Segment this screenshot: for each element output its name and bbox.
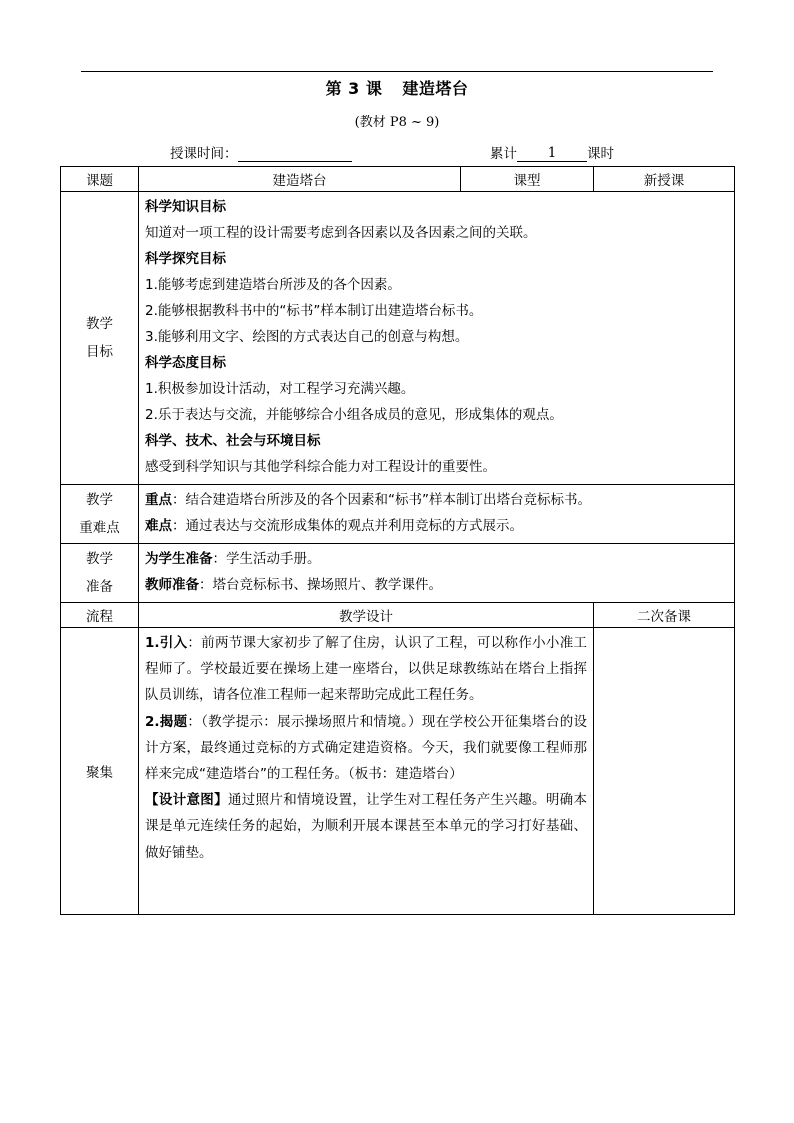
topic-value: 建造塔台: [139, 167, 461, 192]
goals-label-line-2: 目标: [86, 344, 113, 360]
teaching-time-label: 授课时间：: [170, 146, 238, 162]
cumulative-value: 1: [517, 146, 587, 162]
goals-row: [61, 192, 735, 485]
preparation-label-line-2: 准备: [86, 579, 113, 595]
difficult-point-text: ：通过表达与交流形成集体的观点并利用竞标的方式展示。: [172, 518, 523, 534]
intro-paragraph: [145, 630, 587, 709]
attitude-goal-2: 2.乐于表达与交流，并能够综合小组各成员的意见，形成集体的观点。: [145, 407, 563, 423]
teaching-time-blank: [238, 146, 352, 162]
keypoints-label-line-1: 教学: [86, 492, 113, 508]
page-title: [0, 76, 794, 99]
inquiry-goal-3: 3.能够利用文字、绘图的方式表达自己的创意与构想。: [145, 329, 469, 345]
intent-paragraph: [145, 787, 587, 866]
focus-row: [61, 628, 735, 915]
stse-goal-1: 感受到科学知识与其他学科综合能力对工程设计的重要性。: [145, 459, 496, 475]
difficult-point: [145, 513, 728, 539]
topic-row: [61, 167, 735, 192]
goals-content: [139, 192, 735, 485]
intent-text: 通过照片和情境设置，让学生对工程任务产生兴趣。明确本课是单元连续任务的起始，为顺利开展本课甚至本单元的学习打好基础、做好铺垫。: [145, 792, 588, 861]
preparation-label-line-1: 教学: [86, 551, 113, 567]
teacher-preparation-text: ：塔台竞标标书、操场照片、教学课件。: [199, 577, 442, 593]
design-header-row: [61, 603, 735, 628]
textbook-pages: (教材 P8 ~ 9): [354, 115, 440, 130]
preparation-row: [61, 544, 735, 603]
topic-label: 课题: [61, 167, 139, 192]
goals-label-line-1: 教学: [86, 316, 113, 332]
focus-design-content: [139, 628, 594, 915]
preparation-content: [139, 544, 735, 603]
keypoints-label: [61, 485, 139, 544]
keypoints-content: [139, 485, 735, 544]
lesson-title: 建造塔台: [402, 79, 469, 98]
intro-text: ：前两节课大家初步了解了住房，认识了工程，可以称作小小准工程师了。学校最近要在操场上建一座塔台，以供足球教练站在塔台上指挥队员训练，请各位准工程师一起来帮助完成此工程任务。: [145, 635, 587, 704]
type-label: 课型: [461, 167, 594, 192]
intro-label: 1.引入: [145, 635, 188, 651]
key-point: [145, 487, 728, 513]
student-preparation-text: ：学生活动手册。: [212, 551, 321, 567]
header-rule: [81, 71, 713, 72]
knowledge-goal-1: 知道对一项工程的设计需要考虑到各因素以及各因素之间的关联。: [145, 225, 537, 241]
cumulative-label: 累计: [490, 146, 517, 162]
secondary-prep-cell: [594, 628, 735, 915]
key-point-label: 重点: [145, 492, 172, 508]
keypoints-label-line-2: 重难点: [79, 520, 120, 536]
preparation-label: [61, 544, 139, 603]
type-value: 新授课: [594, 167, 735, 192]
keypoints-row: [61, 485, 735, 544]
intent-label: 【设计意图】: [145, 792, 228, 809]
goals-label: [61, 192, 139, 485]
reveal-paragraph: [145, 709, 587, 788]
student-preparation: [145, 546, 728, 572]
knowledge-goal-heading: 科学知识目标: [145, 199, 226, 215]
student-preparation-label: 为学生准备: [145, 551, 213, 567]
inquiry-goal-2: 2.能够根据教科书中的“标书”样本制订出建造塔台标书。: [145, 303, 483, 319]
lesson-plan-table: [60, 166, 735, 915]
key-point-text: ：结合建造塔台所涉及的各个因素和“标书”样本制订出塔台竞标标书。: [172, 492, 591, 508]
stse-goal-heading: 科学、技术、社会与环境目标: [145, 433, 321, 449]
attitude-goal-1: 1.积极参加设计活动，对工程学习充满兴趣。: [145, 381, 415, 397]
teacher-preparation-label: 教师准备: [145, 577, 199, 593]
attitude-goal-heading: 科学态度目标: [145, 355, 226, 371]
difficult-point-label: 难点: [145, 518, 172, 534]
secondary-prep-label: 二次备课: [594, 603, 735, 628]
focus-design-text: [139, 628, 593, 870]
design-label: 教学设计: [139, 603, 594, 628]
inquiry-goal-1: 1.能够考虑到建造塔台所涉及的各个因素。: [145, 277, 401, 293]
lesson-number: 第 3 课: [325, 79, 383, 98]
reveal-text: ：（教学提示：展示操场照片和情境。）现在学校公开征集塔台的设计方案，最终通过竞标的方式确定建造资格。今天，我们就要像工程师那样来完成“建造塔台”的工程任务。（板书：建造塔台）: [145, 713, 588, 783]
reveal-label: 2.揭题: [145, 713, 188, 730]
flow-label: 流程: [61, 603, 139, 628]
inquiry-goal-heading: 科学探究目标: [145, 251, 226, 267]
teaching-time: [170, 142, 352, 162]
cumulative-periods: [490, 142, 614, 162]
periods-label: 课时: [587, 146, 614, 162]
focus-label: 聚集: [61, 628, 139, 915]
teacher-preparation: [145, 572, 728, 598]
